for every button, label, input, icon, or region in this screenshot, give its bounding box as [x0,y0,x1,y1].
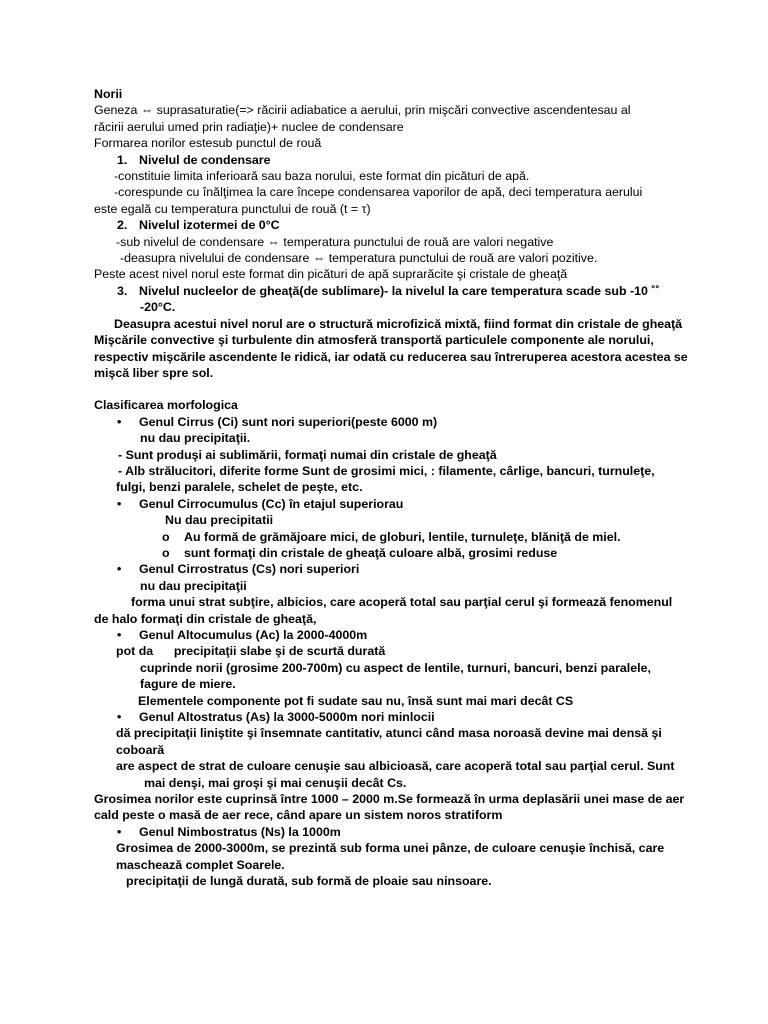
paragraph-line: -20°C. [140,300,176,315]
paragraph-line: fulgi, benzi paralele, schelet de peşte, etc. [116,480,363,495]
paragraph-line: precipitaţii de lungă durată, sub formă de ploaie sau ninsoare. [126,874,492,889]
paragraph-line: Peste acest nivel norul este format din picături de apă suprarăcite şi cristale de gheaţă [94,267,568,282]
bullet-icon: • [117,496,122,511]
paragraph-line: pot da precipitaţii slabe şi de scurtă durată [116,644,386,659]
list-item-text: Genul Altocumulus (Ac) la 2000-4000m [139,628,368,642]
doc-title: Norii [94,87,123,101]
paragraph-line: Deasupra acestui nivel norul are o structură microfizică mixtă, fiind format din cristale de gheaţă [114,316,683,331]
formation-line: Formarea norilor estesub punctul de rouă [94,136,322,151]
paragraph-line: fagure de miere. [140,677,236,692]
paragraph-line: coboară [116,742,165,757]
genus-cirrostratus [94,561,694,577]
paragraph-line: Nu dau precipitatii [165,513,274,528]
paragraph-line: Grosimea norilor este cuprinsă între 1000 – 2000 m.Se formează în urma deplasării unei mase de aer [94,792,685,807]
genus-altostratus [94,709,694,725]
circle-bullet-icon: o [162,545,170,560]
paragraph-line: -constituie limita inferioară sau baza norului, este format din picături de apă. [114,169,530,184]
bullet-icon: • [117,628,122,642]
sub-item [94,529,694,545]
paragraph-line: dă precipitaţii liniştite şi însemnate cantitativ, atunci când masa noroasă devine mai densă şi [116,726,662,741]
list-item-text: Genul Altostratus (As) la 3000-5000m nori minlocii [139,710,435,725]
paragraph-line: respectiv mişcările ascendente le ridică, iar odată cu reducerea sau întreruperea acestora acestea se [94,349,688,364]
paragraph-line: - Sunt produşi ai sublimării, formaţi numai din cristale de gheaţă [118,447,497,462]
list-item-text: Genul Cirrostratus (Cs) nori superiori [139,562,360,577]
circle-bullet-icon: o [162,529,170,544]
list-item-text: sunt formaţi din cristale de gheaţă culoare albă, grosimi reduse [184,545,558,560]
genus-cirrocumulus [94,496,694,512]
paragraph-line: maschează complet Soarele. [116,857,285,872]
genus-altocumulus [94,627,694,643]
list-item-text: Genul Cirrus (Ci) sunt nori superiori(peste 6000 m) [139,414,438,429]
paragraph-line: cald peste o masă de aer rece, când apare un sistem noros stratiform [94,808,503,823]
sub-item [94,545,694,561]
bullet-icon: • [117,710,122,725]
genus-cirrus [94,414,694,430]
paragraph-line: are aspect de strat de culoare cenuşie sau albicioasă, care acoperă total sau parţial cerul. Sunt [116,759,675,774]
paragraph-line: -deasupra nivelului de condensare ⇔ temperatura punctului de rouă are valori pozitive. [120,251,598,266]
paragraph-line: Grosimea de 2000-3000m, se prezintă sub forma unei pânze, de culoare cenuşie închisă, care [116,841,665,856]
paragraph-line: nu dau precipitaţii [140,578,247,593]
list-item-text: Nivelul de condensare [139,152,271,167]
paragraph-line: de halo formaţi din cristale de gheaţă, [94,611,317,626]
genus-nimbostratus [94,824,694,840]
section-heading: Clasificarea morfologica [94,398,238,413]
genesis-line-1: Geneza ⇔ suprasaturatie(=> răcirii adiabatice a aerului, prin mişcări convective ascendentesau al [94,103,631,118]
level-1-heading [94,152,694,168]
list-item-text: Nivelul nucleelor de gheaţă(de sublimare)- la nivelul la care temperatura scade sub -10 ˚˚ [139,283,660,298]
paragraph-line: forma unui strat subţire, albicios, care acoperă total sau parţial cerul şi formează fenomenul [131,595,673,610]
paragraph-line: Mişcările convective şi turbulente din atmosferă transportă particulele componente ale norului, [94,333,654,348]
paragraph-line: nu dau precipitaţii. [140,431,251,446]
paragraph-line: cuprinde norii (grosime 200-700m) cu aspect de lentile, turnuri, bancuri, benzi paralele, [140,660,651,675]
list-item-text: Au formă de grămăjoare mici, de globuri, lentile, turnuleţe, blăniţă de miel. [184,529,621,544]
list-number: 3. [117,283,128,298]
document-page [94,86,694,890]
bullet-icon: • [117,414,122,429]
list-item-text: Genul Nimbostratus (Ns) la 1000m [139,824,341,839]
paragraph-line: mişcă liber spre sol. [94,365,214,380]
bullet-icon: • [117,824,122,839]
list-item-text: Genul Cirrocumulus (Cc) în etajul superiorau [139,496,404,511]
paragraph-line: -sub nivelul de condensare ⇔ temperatura punctului de rouă are valori negative [116,234,554,249]
paragraph-line: mai denşi, mai groşi şi mai cenuşii decât Cs. [144,775,407,790]
level-3-heading [94,283,694,299]
list-number: 1. [117,152,128,167]
paragraph-line: - Alb strălucitori, diferite forme Sunt de grosimi mici, : filamente, cârlige, bancuri, turnuleţe, [118,463,655,478]
level-2-heading [94,217,694,233]
genesis-line-2: răcirii aerului umed prin radiaţie)+ nuclee de condensare [94,119,404,134]
spacer [94,381,694,397]
bullet-icon: • [117,562,122,577]
list-number: 2. [117,218,128,233]
list-item-text: Nivelul izotermei de 0°C [139,218,280,233]
paragraph-line: -corespunde cu înălţimea la care începe condensarea vaporilor de apă, deci temperatura aerului [114,185,643,200]
paragraph-line: Elementele componente pot fi sudate sau nu, însă sunt mai mari decât CS [138,693,574,708]
paragraph-line: este egală cu temperatura punctului de rouă (t = τ) [94,201,371,216]
